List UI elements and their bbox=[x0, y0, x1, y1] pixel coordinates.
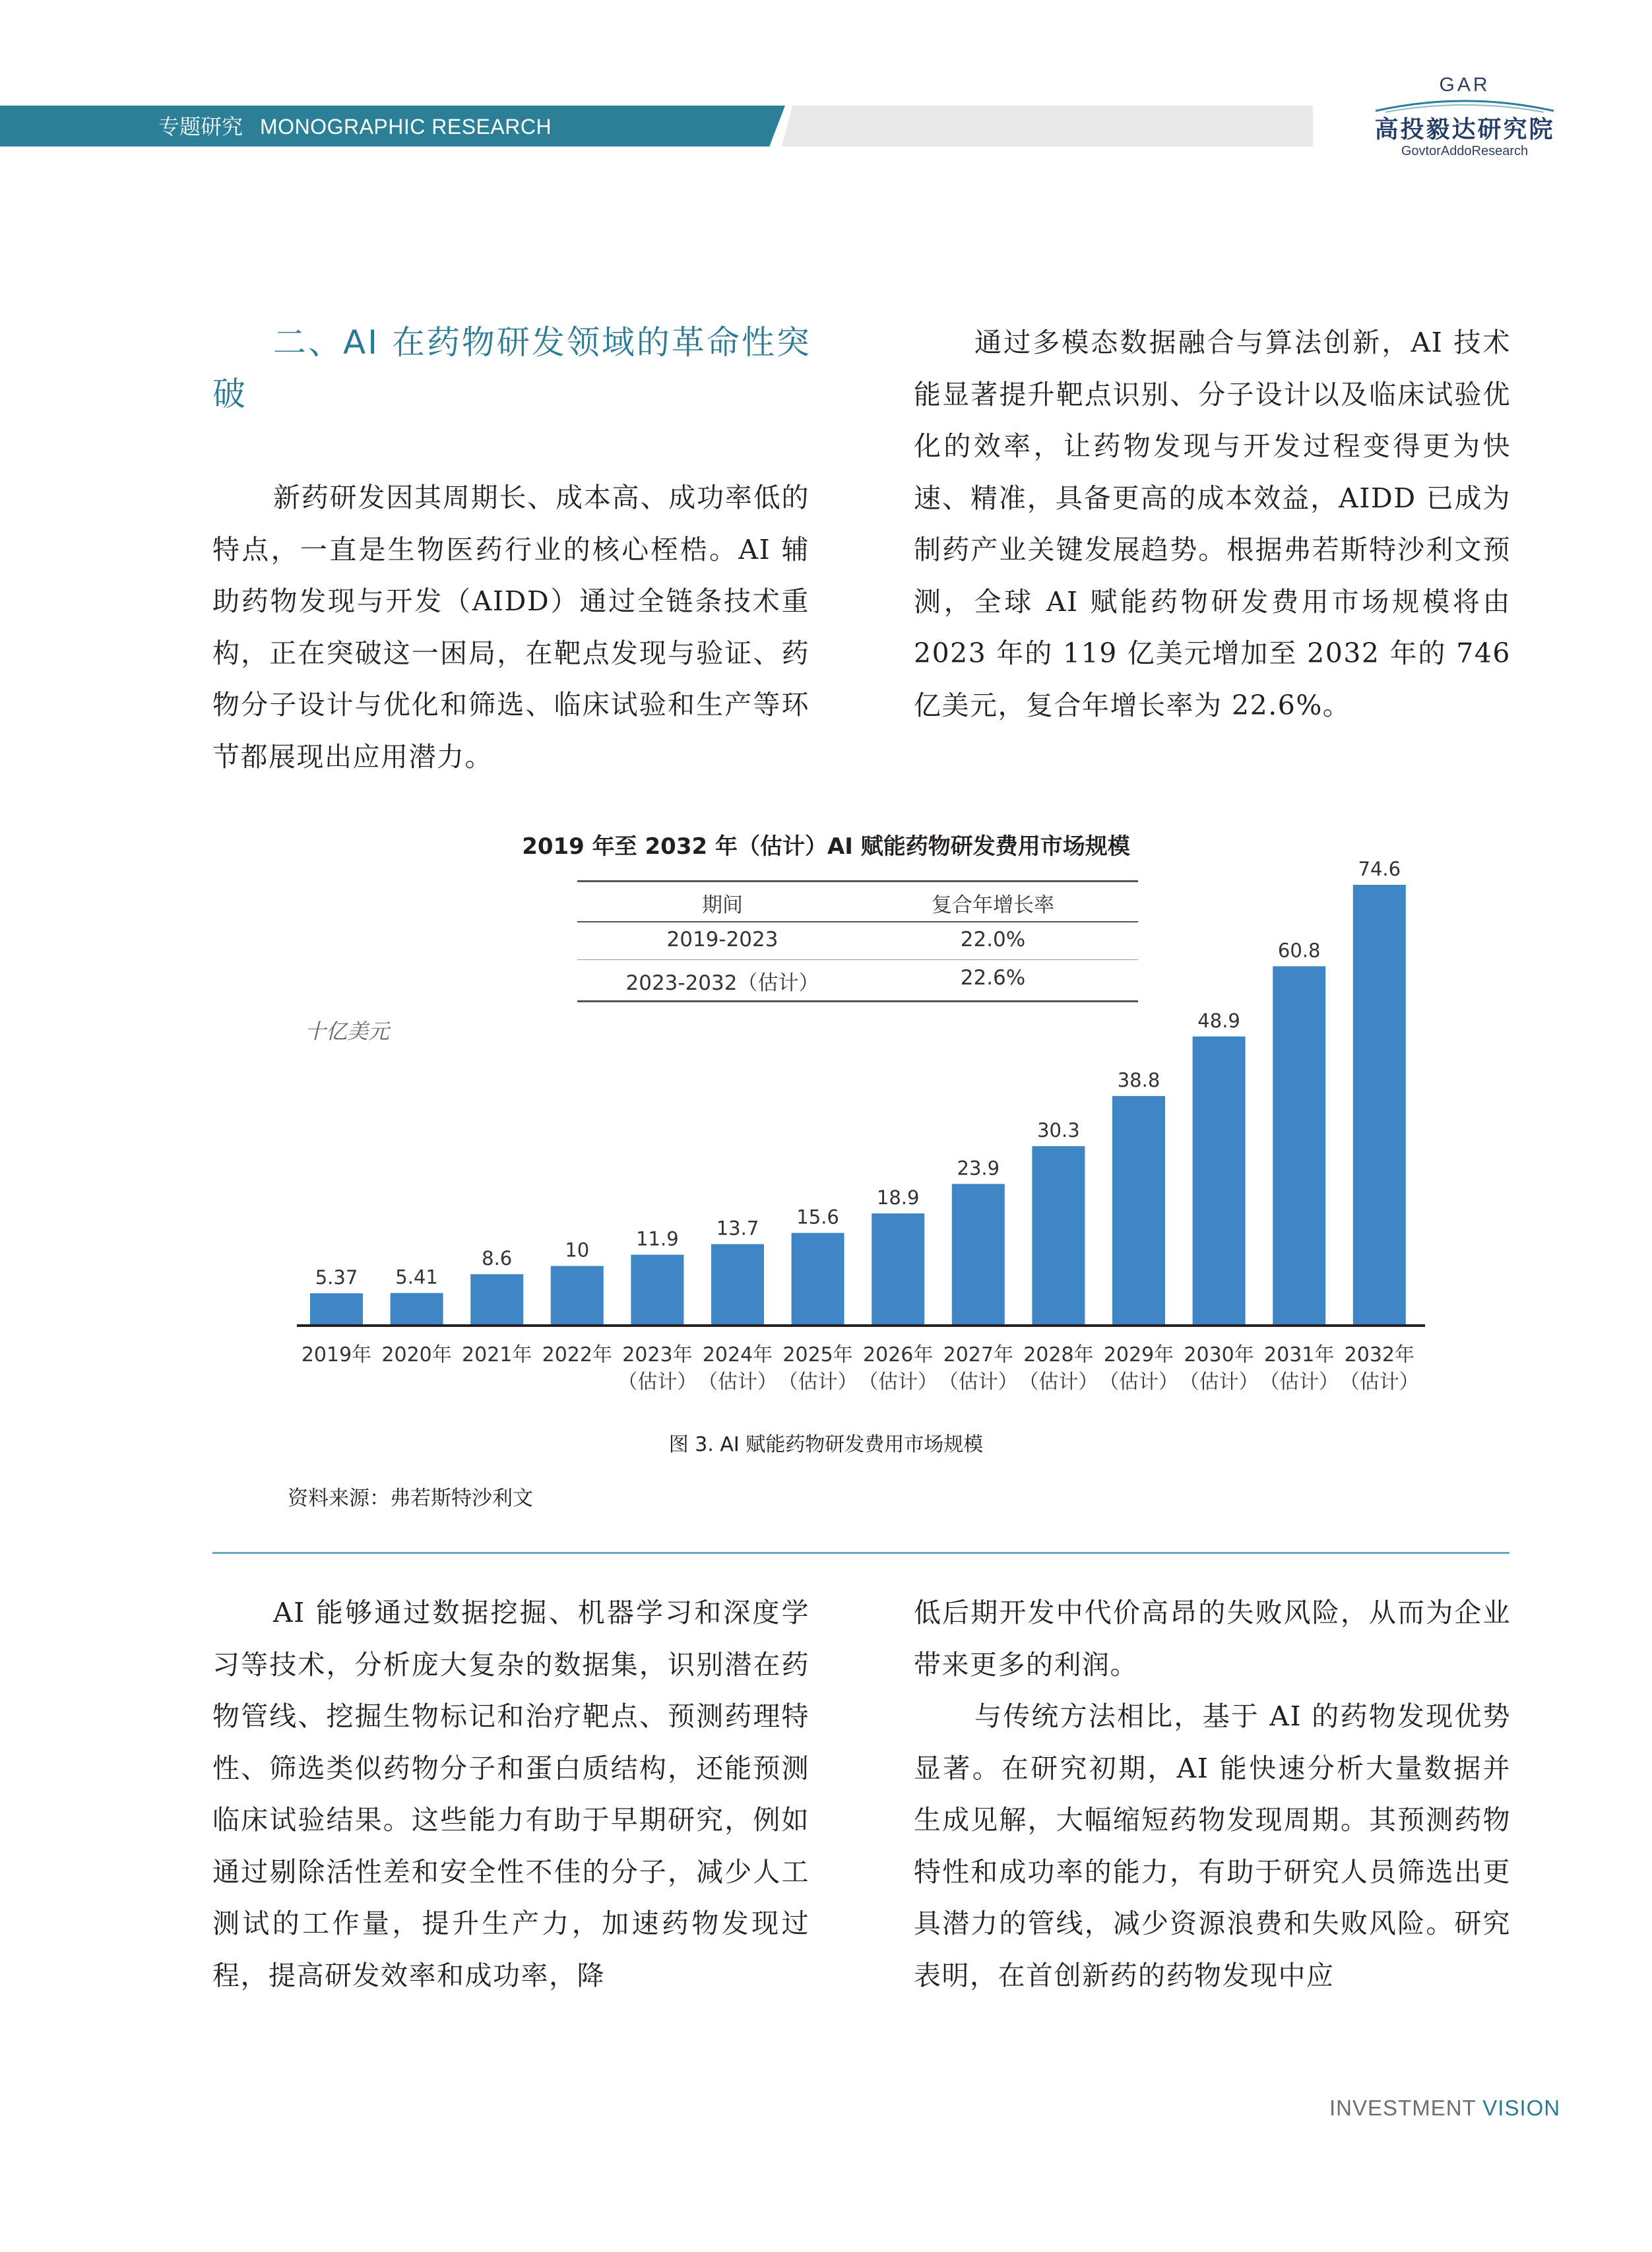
bar-value-label: 38.8 bbox=[1117, 1069, 1160, 1092]
table-header-period: 期间 bbox=[702, 893, 743, 917]
x-tick-sublabel: （估计） bbox=[698, 1370, 777, 1394]
bar-value-label: 11.9 bbox=[636, 1227, 679, 1250]
bar-2030年 bbox=[1193, 1037, 1246, 1325]
x-tick-label: 2023年 bbox=[622, 1343, 693, 1367]
table-row-cagr: 22.0% bbox=[960, 928, 1026, 951]
bar-2028年 bbox=[1032, 1146, 1085, 1325]
paragraph-ai-capabilities: AI 能够通过数据挖掘、机器学习和深度学习等技术，分析庞大复杂的数据集，识别潜在药物管线、挖掘生物标记和治疗靶点、预测药理特性、筛选类似药物分子和蛋白质结构，还能预测临床试验结果。这些能力有助于早期研究，例如通过剔除活性差和安全性不佳的分子，减少人工测试的工作量，提升生产力，加速药物发现过程，提高研发效率和成功率，降 bbox=[212, 1597, 810, 1991]
x-tick-sublabel: （估计） bbox=[1339, 1370, 1419, 1394]
bar-2027年 bbox=[952, 1184, 1005, 1325]
section-divider bbox=[212, 1552, 1509, 1554]
logo-abbr: GAR bbox=[1439, 74, 1490, 96]
bar-2026年 bbox=[872, 1213, 924, 1325]
footer-word-1: INVESTMENT bbox=[1329, 2096, 1483, 2120]
bar-2024年 bbox=[711, 1244, 764, 1325]
paragraph-market: 通过多模态数据融合与算法创新，AI 技术能显著提升靶点识别、分子设计以及临床试验优化的效率，让药物发现与开发过程变得更为快速、精准，具备更高的成本效益，AIDD 已成为制药产业关键发展趋势。根据弗若斯特沙利文预测，全球 AI 赋能药物研发费用市场规模将由 2023 年的 119 亿美元增加至 2032 年的 746 亿美元，复合年增长率为 22.6%。 bbox=[914, 327, 1511, 721]
chart-title: 2019 年至 2032 年（估计）AI 赋能药物研发费用市场规模 bbox=[522, 833, 1130, 860]
x-tick-label: 2032年 bbox=[1344, 1343, 1414, 1367]
x-tick-label: 2021年 bbox=[462, 1343, 532, 1367]
x-tick-label: 2020年 bbox=[381, 1343, 452, 1367]
section-title: 二、AI 在药物研发领域的革命性突破 bbox=[212, 323, 811, 413]
x-tick-sublabel: （估计） bbox=[1019, 1370, 1098, 1394]
x-tick-sublabel: （估计） bbox=[778, 1370, 858, 1394]
bar-2022年 bbox=[551, 1266, 604, 1325]
x-tick-label: 2025年 bbox=[782, 1343, 853, 1367]
bar-value-label: 30.3 bbox=[1037, 1119, 1080, 1142]
x-tick-label: 2030年 bbox=[1184, 1343, 1254, 1367]
bar-value-label: 8.6 bbox=[482, 1247, 513, 1270]
x-tick-label: 2022年 bbox=[542, 1343, 612, 1367]
bar-2019年 bbox=[310, 1293, 363, 1325]
table-row-period: 2023-2032（估计） bbox=[625, 971, 819, 995]
bar-value-label: 18.9 bbox=[876, 1186, 920, 1209]
x-tick-sublabel: （估计） bbox=[1259, 1370, 1339, 1394]
x-tick-label: 2026年 bbox=[863, 1343, 934, 1367]
bar-value-label: 15.6 bbox=[796, 1206, 839, 1229]
x-tick-label: 2029年 bbox=[1103, 1343, 1174, 1367]
bar-value-label: 23.9 bbox=[957, 1157, 1000, 1180]
bar-value-label: 48.9 bbox=[1197, 1009, 1240, 1032]
bar-value-label: 10 bbox=[565, 1239, 590, 1262]
footer-brand bbox=[1329, 2096, 1560, 2121]
header-section-cn: 专题研究 bbox=[158, 115, 243, 139]
x-tick-sublabel: （估计） bbox=[858, 1370, 938, 1394]
x-tick-label: 2019年 bbox=[301, 1343, 372, 1367]
paragraph-continuation: 低后期开发中代价高昂的失败风险，从而为企业带来更多的利润。 bbox=[914, 1597, 1511, 1681]
x-tick-sublabel: （估计） bbox=[618, 1370, 697, 1394]
x-tick-label: 2027年 bbox=[943, 1343, 1013, 1367]
paragraph-intro: 新药研发因其周期长、成本高、成功率低的特点，一直是生物医药行业的核心桎梏。AI 辅助药物发现与开发（AIDD）通过全链条技术重构，正在突破这一困局，在靶点发现与验证、药物分子设计与优化和筛选、临床试验和生产等环节都展现出应用潜力。 bbox=[212, 482, 810, 773]
footer-word-2: VISION bbox=[1482, 2096, 1561, 2120]
paragraph-advantages: 与传统方法相比，基于 AI 的药物发现优势显著。在研究初期，AI 能快速分析大量数据并生成见解，大幅缩短药物发现周期。其预测药物特性和成功率的能力，有助于研究人员筛选出更具潜力的管线，减少资源浪费和失败风险。研究表明，在首创新药的药物发现中应 bbox=[914, 1700, 1511, 1991]
bar-2023年 bbox=[631, 1255, 683, 1325]
bar-2031年 bbox=[1273, 966, 1325, 1325]
bar-2020年 bbox=[391, 1293, 443, 1325]
logo-cn: 高投毅达研究院 bbox=[1374, 116, 1555, 143]
bar-value-label: 74.6 bbox=[1358, 858, 1401, 880]
bar-2032年 bbox=[1353, 885, 1406, 1325]
x-tick-sublabel: （估计） bbox=[1179, 1370, 1259, 1394]
table-header-cagr: 复合年增长率 bbox=[932, 893, 1054, 917]
bar-2029年 bbox=[1112, 1096, 1165, 1325]
bar-2025年 bbox=[792, 1233, 844, 1325]
x-tick-label: 2028年 bbox=[1023, 1343, 1094, 1367]
bar-value-label: 60.8 bbox=[1277, 939, 1321, 962]
bar-value-label: 13.7 bbox=[716, 1217, 759, 1240]
bar-2021年 bbox=[470, 1274, 523, 1325]
table-row-period: 2019-2023 bbox=[666, 928, 778, 951]
logo-en: GovtorAddoResearch bbox=[1401, 144, 1529, 158]
figure-caption: 图 3. AI 赋能药物研发费用市场规模 bbox=[668, 1433, 984, 1456]
bar-value-label: 5.41 bbox=[395, 1266, 438, 1289]
x-tick-label: 2024年 bbox=[702, 1343, 773, 1367]
x-tick-sublabel: （估计） bbox=[1099, 1370, 1178, 1394]
x-tick-label: 2031年 bbox=[1264, 1343, 1335, 1367]
source-note: 资料来源：弗若斯特沙利文 bbox=[288, 1487, 533, 1510]
chart-unit-label: 十亿美元 bbox=[305, 1019, 390, 1044]
bar-value-label: 5.37 bbox=[315, 1266, 358, 1289]
x-tick-sublabel: （估计） bbox=[938, 1370, 1018, 1394]
header-section-en: MONOGRAPHIC RESEARCH bbox=[260, 115, 552, 139]
table-row-cagr: 22.6% bbox=[960, 966, 1026, 990]
